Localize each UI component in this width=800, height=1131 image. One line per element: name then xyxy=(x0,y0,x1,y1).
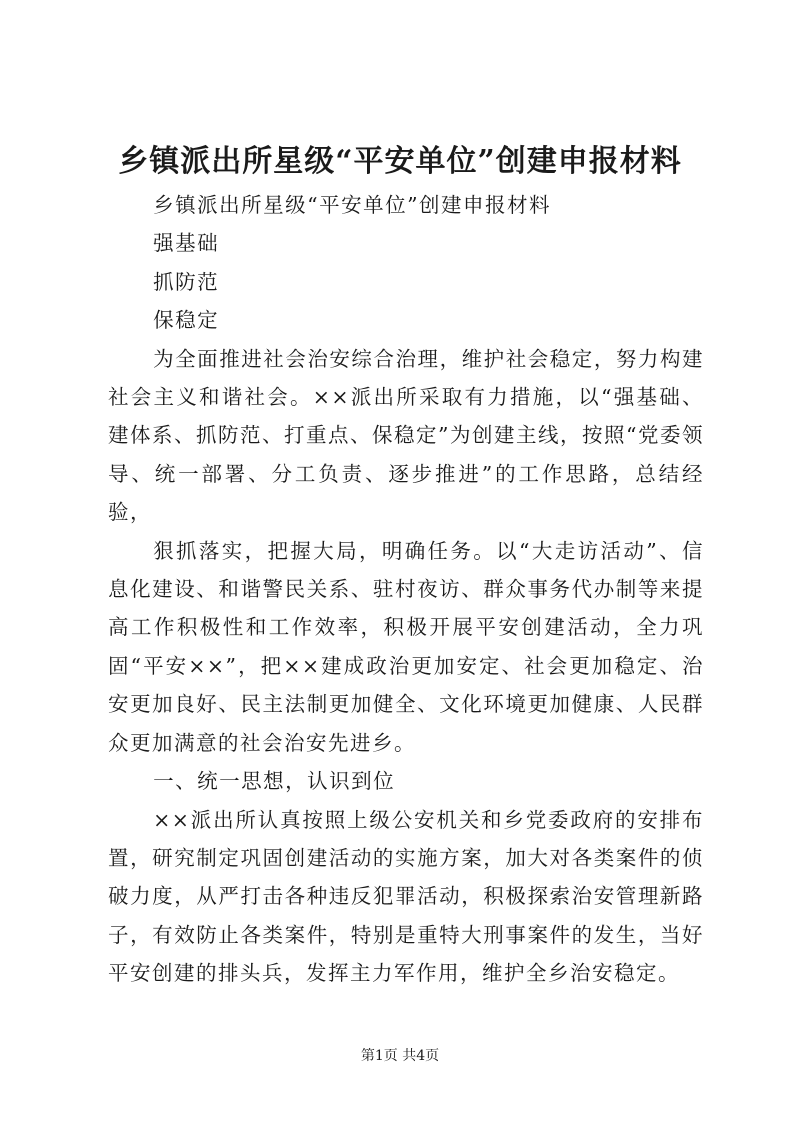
paragraph-section-1: ××派出所认真按照上级公安机关和乡党委政府的安排布置，研究制定巩固创建活动的实施方案，加大对各类案件的侦破力度，从严打击各种违反犯罪活动，积极探索治安管理新路子，有效防止各类案件，特别是重特大刑事案件的发生，当好平安创建的排头兵，发挥主力军作用，维护全乡治安稳定。 xyxy=(108,807,704,986)
page-number-footer: 第1页 共4页 xyxy=(360,1048,440,1064)
paragraph-heading-3: 保稳定 xyxy=(153,308,220,333)
document-title: 乡镇派出所星级“平安单位”创建申报材料 xyxy=(118,144,682,179)
paragraph-heading-1: 强基础 xyxy=(153,231,220,256)
paragraph-subtitle: 乡镇派出所星级“平安单位”创建申报材料 xyxy=(153,193,552,217)
paragraph-implementation: 狠抓落实，把握大局，明确任务。以“大走访活动”、信息化建设、和谐警民关系、驻村夜访、群众事务代办制等来提高工作积极性和工作效率，积极开展平安创建活动，全力巩固“平安××”，把××建成政治更加安定、社会更加稳定、治安更加良好、民主法制更加健全、文化环境更加健康、人民群众更加满意的社会治安先进乡。 xyxy=(108,538,704,755)
paragraph-heading-2: 抓防范 xyxy=(153,269,220,294)
paragraph-intro: 为全面推进社会治安综合治理，维护社会稳定，努力构建社会主义和谐社会。××派出所采取有力措施，以“强基础、建体系、抓防范、打重点、保稳定”为创建主线，按照“党委领导、统一部署、分工负责、逐步推进”的工作思路，总结经验， xyxy=(108,346,704,525)
document-body xyxy=(108,186,704,993)
section-heading: 一、统一思想，认识到位 xyxy=(153,769,396,794)
